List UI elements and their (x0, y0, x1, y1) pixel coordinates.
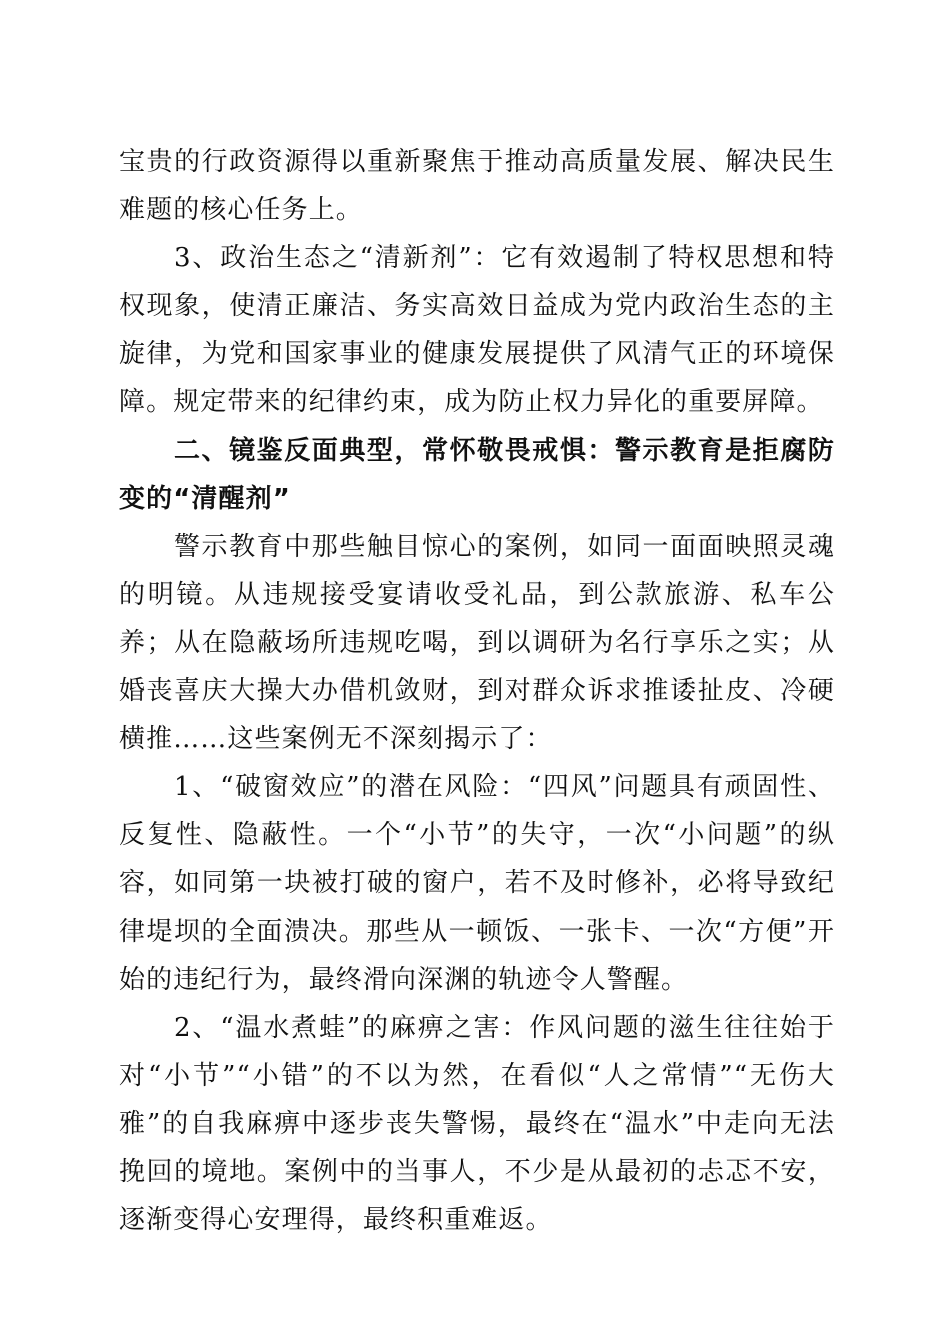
document-body (119, 138, 835, 1244)
body-paragraph-warning-cases: 警示教育中那些触目惊心的案例，如同一面面映照灵魂的明镜。从违规接受宴请收受礼品，到公款旅游、私车公养；从在隐蔽场所违规吃喝，到以调研为名行享乐之实；从婚丧喜庆大操大办借机敛财，到对群众诉求推诿扯皮、冷硬横推……这些案例无不深刻揭示了： (119, 531, 835, 755)
body-paragraph-broken-window: 1、“破窗效应”的潜在风险：“四风”问题具有顽固性、反复性、隐蔽性。一个“小节”的失守，一次“小问题”的纵容，如同第一块被打破的窗户，若不及时修补，必将导致纪律堤坝的全面溃决。那些从一顿饭、一张卡、一次“方便”开始的违纪行为，最终滑向深渊的轨迹令人警醒。 (119, 772, 835, 995)
body-paragraph-political-ecology: 3、政治生态之“清新剂”：它有效遏制了特权思想和特权现象，使清正廉洁、务实高效日益成为党内政治生态的主旋律，为党和国家事业的健康发展提供了风清气正的环境保障。规定带来的纪律约束，成为防止权力异化的重要屏障。 (119, 243, 835, 418)
body-paragraph-boiling-frog: 2、“温水煮蛙”的麻痹之害：作风问题的滋生往往始于对“小节”“小错”的不以为然，在看似“人之常情”“无伤大雅”的自我麻痹中逐步丧失警惕，最终在“温水”中走向无法挽回的境地。案例中的当事人，不少是从最初的忐忑不安，逐渐变得心安理得，最终积重难返。 (119, 1012, 835, 1236)
section-heading-2: 二、镜鉴反面典型，常怀敬畏戒惧：警示教育是拒腐防变的“清醒剂” (119, 435, 835, 514)
continuation-paragraph: 宝贵的行政资源得以重新聚焦于推动高质量发展、解决民生难题的核心任务上。 (119, 147, 835, 226)
